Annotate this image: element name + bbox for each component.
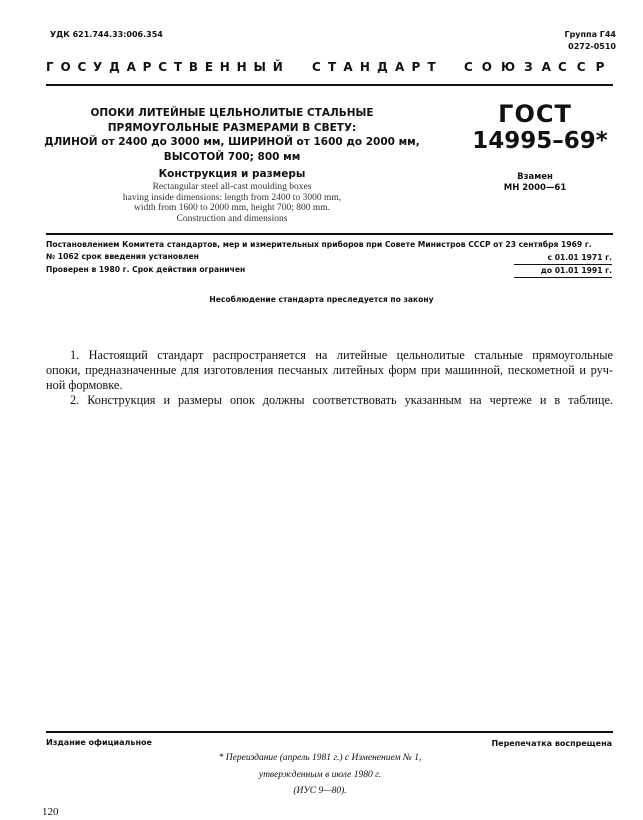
title-line-2: ПРЯМОУГОЛЬНЫЕ РАЗМЕРАМИ В СВЕТУ: <box>107 121 357 134</box>
standard-title <box>40 106 424 164</box>
classifier-code: 0272-0510 <box>568 42 616 51</box>
expiry-date-rule <box>514 277 612 278</box>
english-line-3: width from 1600 to 2000 mm, height 700; 800 mm. <box>133 203 331 213</box>
standard-subtitle: Конструкция и размеры <box>158 168 306 180</box>
effective-date: с 01.01 1971 г. <box>547 253 612 262</box>
english-line-4: Construction and dimensions <box>176 213 288 224</box>
udk-code: УДК 621.744.33:006.354 <box>50 30 163 39</box>
banner-word-ussr: ССР <box>558 60 615 74</box>
group-code: Группа Г44 <box>564 30 616 39</box>
banner-rule <box>46 84 613 86</box>
decree-line-2: № 1062 срок введения установлен <box>46 252 199 261</box>
title-line-4: ВЫСОТОЙ 700; 800 мм <box>163 150 301 163</box>
paragraph-2: 2. Конструкция и размеры опок должны соответствовать указанным на чертеже и в таблице. <box>70 393 613 407</box>
replaces-standard: МН 2000—61 <box>503 183 567 193</box>
paragraph-1-line-2: опоки, предназначенные для изготовления песчаных литейных форм при машинной, пескометной и руч- <box>46 363 613 377</box>
reprint-prohibited: Перепечатка воспрещена <box>491 739 612 748</box>
expiry-date: до 01.01 1991 г. <box>540 266 612 275</box>
effective-date-rule <box>514 264 612 265</box>
title-line-3: ДЛИНОЙ от 2400 до 3000 мм, ШИРИНОЙ от 1600 до 2000 мм, <box>44 136 420 148</box>
english-line-1: Rectangular steel all-cast moulding boxes <box>152 182 312 192</box>
page-number: 120 <box>42 806 59 818</box>
english-line-2: having inside dimensions: length from 2400 to 3000 mm, <box>122 192 342 203</box>
footer-rule <box>46 731 613 733</box>
footnote-line-1: * Переиздание (апрель 1981 г.) с Изменением № 1, <box>218 753 422 763</box>
paragraph-1-line-3: ной формовке. <box>46 378 123 392</box>
banner-word-state: ГОСУДАРСТВЕННЫЙ <box>46 60 290 74</box>
footnote-line-3: (ИУС 9—80). <box>293 786 347 796</box>
gost-number: 14995–69* <box>472 128 608 154</box>
official-edition: Издание официальное <box>46 738 152 747</box>
decree-line-1: Постановлением Комитета стандартов, мер и измерительных приборов при Совете Министров СССР от 23 сентября 1969 г. <box>46 240 592 249</box>
legal-notice: Несоблюдение стандарта преследуется по закону <box>209 295 434 304</box>
banner-word-standard: СТАНДАРТ <box>312 60 443 74</box>
title-line-1: ОПОКИ ЛИТЕЙНЫЕ ЦЕЛЬНОЛИТЫЕ СТАЛЬНЫЕ <box>90 107 374 119</box>
banner <box>46 60 615 80</box>
english-title <box>40 182 424 224</box>
decree-top-rule <box>46 233 613 235</box>
paragraph-1-line-1: 1. Настоящий стандарт распространяется на литейные цельнолитые стальные прямоугольные <box>70 348 613 362</box>
footnote-line-2: утвержденным в июле 1980 г. <box>258 770 382 780</box>
decree-line-3: Проверен в 1980 г. Срок действия ограничен <box>46 265 246 274</box>
replaces-label: Взамен <box>517 172 553 182</box>
banner-word-union: СОЮЗА <box>464 60 560 74</box>
gost-label: ГОСТ <box>498 100 572 128</box>
